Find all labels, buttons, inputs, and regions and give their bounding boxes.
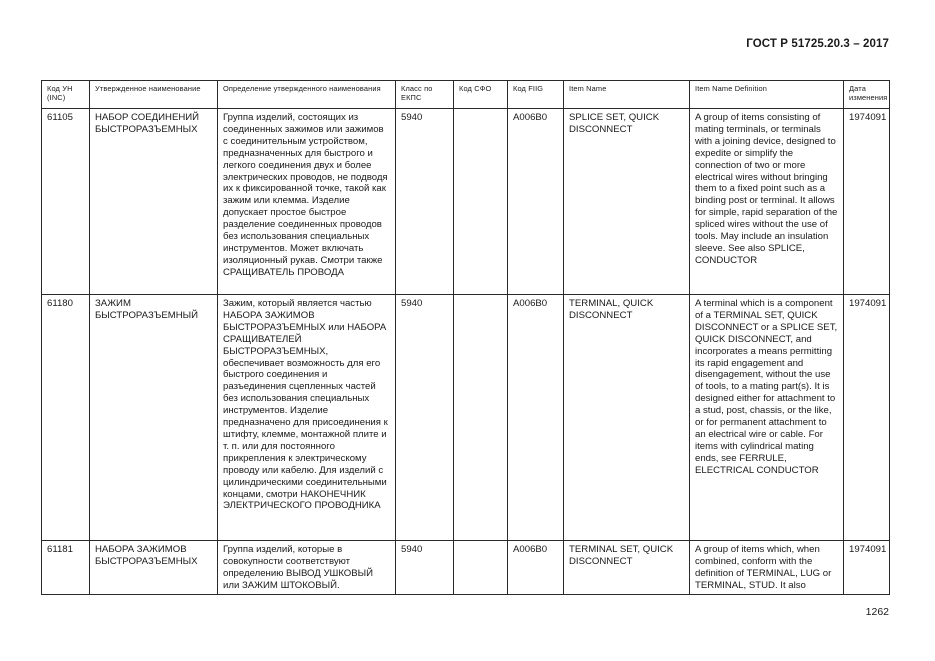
header-sfo-code: Код СФО (454, 81, 508, 109)
cell-definition: Группа изделий, которые в совокупности соответствуют определению ВЫВОД УШКОВЫЙ или ЗАЖИМ ШТОКОВЫЙ. (218, 541, 396, 595)
header-code: Код УН (INC) (42, 81, 90, 109)
cell-definition: Зажим, который является частью НАБОРА ЗАЖИМОВ БЫСТРОРАЗЪЕМНЫХ или НАБОРА СРАЩИВАТЕЛЕЙ БЫСТРОРАЗЪЕМНЫХ, обеспечивает возможность для его быстрого соединения и разъединения сцепленных частей без использования специальных инструментов. Изделие предназначено для присоединения к штифту, клемме, монтажной плите и т. п. или для постоянного прикрепления к электрическому проводу или кабелю. Для изделий с цилиндрическими соединительными концами, смотри НАКОНЕЧНИК ЭЛЕКТРИЧЕСКОГО ПРОВОДНИКА (218, 295, 396, 541)
cell-item-name: TERMINAL SET, QUICK DISCONNECT (564, 541, 690, 595)
cell-sfo-code (454, 541, 508, 595)
header-item-name-definition: Item Name Definition (690, 81, 844, 109)
cell-ekps-class: 5940 (396, 295, 454, 541)
cell-item-name: TERMINAL, QUICK DISCONNECT (564, 295, 690, 541)
header-change-date: Дата изменения (844, 81, 890, 109)
cell-item-name-definition: A group of items consisting of mating terminals, or terminals with a joining device, designed to expedite or simplify the connection of two or more electrical wires without bringing them to a fixed point such as a binding post or terminal. It allows for simple, rapid separation of the spliced wires without the use of tools. May include an insulation sleeve. See also SPLICE, CONDUCTOR (690, 109, 844, 295)
cell-definition: Группа изделий, состоящих из соединенных зажимов или зажимов с соединительным устройством, предназначенных для быстрого и легкого соединения двух и более электрических проводов, не подводя их к фиксированной точке, такой как зажим или клемма. Изделие допускает простое быстрое разделение соединенных проводов без использования специальных инструментов. Может включать изоляционный рукав. Смотри также СРАЩИВАТЕЛЬ ПРОВОДА (218, 109, 396, 295)
cell-approved-name: НАБОР СОЕДИНЕНИЙ БЫСТРОРАЗЪЕМНЫХ (90, 109, 218, 295)
header-ekps-class: Класс по ЕКПС (396, 81, 454, 109)
cell-ekps-class: 5940 (396, 541, 454, 595)
cell-item-name-definition: A group of items which, when combined, conform with the definition of TERMINAL, LUG or TERMINAL, STUD. It also (690, 541, 844, 595)
cell-item-name: SPLICE SET, QUICK DISCONNECT (564, 109, 690, 295)
cell-item-name-definition: A terminal which is a component of a TERMINAL SET, QUICK DISCONNECT or a SPLICE SET, QUICK DISCONNECT, and incorporates a means permitting its rapid engagement and disengagement, without the use of tools, to a mating part(s). It is designed either for attachment to a stud, post, chassis, or the like, or for permanent attachment to an electrical wire or cable. For items with cylindrical mating ends, see FERRULE, ELECTRICAL CONDUCTOR (690, 295, 844, 541)
cell-ekps-class: 5940 (396, 109, 454, 295)
approved-names-table (41, 80, 890, 595)
cell-sfo-code (454, 109, 508, 295)
document-header: ГОСТ Р 51725.20.3 – 2017 (746, 38, 889, 50)
header-fiig-code: Код FIIG (508, 81, 564, 109)
table-row (42, 541, 890, 595)
cell-fiig-code: A006B0 (508, 541, 564, 595)
cell-approved-name: ЗАЖИМ БЫСТРОРАЗЪЕМНЫЙ (90, 295, 218, 541)
cell-code: 61105 (42, 109, 90, 295)
table-header-row (42, 81, 890, 109)
cell-fiig-code: A006B0 (508, 295, 564, 541)
cell-code: 61180 (42, 295, 90, 541)
cell-change-date: 1974091 (844, 541, 890, 595)
cell-change-date: 1974091 (844, 109, 890, 295)
cell-approved-name: НАБОРА ЗАЖИМОВ БЫСТРОРАЗЪЕМНЫХ (90, 541, 218, 595)
cell-sfo-code (454, 295, 508, 541)
page-number: 1262 (865, 606, 889, 618)
table-row (42, 295, 890, 541)
header-approved-name: Утвержденное наименование (90, 81, 218, 109)
header-definition: Определение утвержденного наименования (218, 81, 396, 109)
cell-fiig-code: A006B0 (508, 109, 564, 295)
cell-code: 61181 (42, 541, 90, 595)
header-item-name: Item Name (564, 81, 690, 109)
cell-change-date: 1974091 (844, 295, 890, 541)
table-row (42, 109, 890, 295)
